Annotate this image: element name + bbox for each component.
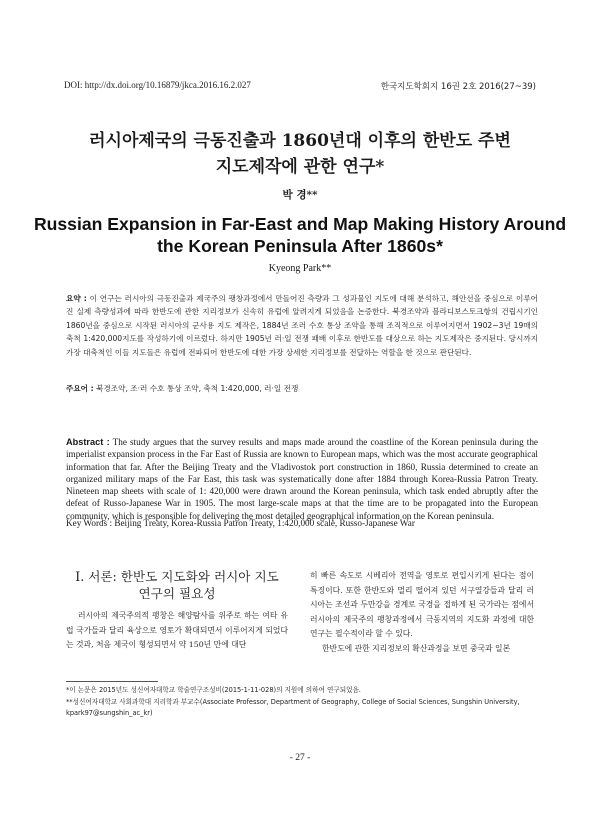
section-heading-line2: 연구의 필요성: [138, 586, 216, 601]
english-keywords: [66, 517, 538, 529]
section-heading: [66, 568, 288, 602]
page-header: [64, 80, 536, 94]
english-abstract-text: The study argues that the survey results and maps made around the coastline of the Korean peninsula during the imperialist expansion process in the Far East of Russia are known to European maps, which was the most accurate geographical information that far. After the Beijing Treaty and the Vladivostok port construction in 1860, Russia determined to create an organized military maps of the Far East, this task was systematically done after 1884 through Korea-Russia Patron Treaty. Nineteen map sheets with scale of 1: 420,000 were drawn around the Korean peninsula, which task ended abruptly after the defeat of Russo-Japanese War in 1905. The most large-scale maps at that the time are to be propagated into the European community, which is responsible for delivering the most detailed geographical information on the Korean peninsula.: [66, 437, 538, 521]
footnotes: [66, 685, 538, 720]
korean-title-line2: 지도제작에 관한 연구*: [215, 157, 385, 177]
korean-keywords-label: 주요어 :: [66, 384, 94, 393]
body-column-left: [66, 609, 288, 653]
english-title-line2: the Korean Peninsula After 1860s*: [157, 236, 443, 256]
footnote-2: **성신여자대학교 사회과학대 지리학과 부교수(Associate Professor, Department of Geography, College of Social Sciences, Sungshin University, kpark97@sungshin_ac_kr): [66, 697, 520, 718]
korean-keywords: [66, 382, 538, 395]
korean-abstract-label: 요약 :: [66, 294, 87, 303]
english-abstract-label: Abstract :: [66, 437, 110, 447]
korean-author: 박 경**: [282, 189, 318, 201]
korean-keywords-text: 북경조약, 조·러 수호 통상 조약, 축척 1:420,000, 러·일 전쟁: [93, 384, 299, 393]
body-column-right: [310, 569, 534, 657]
footnote-1: *이 논문은 2015년도 성신여자대학교 학술연구조성비(2015-1-11-028)의 지원에 의하여 연구되었음.: [66, 686, 361, 694]
footnote-divider: [66, 681, 158, 682]
english-title: [30, 213, 570, 257]
body-paragraph: 한반도에 관한 지리정보의 확산과정을 보면 중국과 일본: [322, 643, 511, 653]
section-heading-line1: I. 서론: 한반도 지도화와 러시아 지도: [75, 569, 279, 584]
english-keywords-text: Beijing Treaty, Korea-Russia Patron Treaty, 1:420,000 scale, Russo-Japanese War: [112, 518, 415, 528]
english-keywords-label: Key Words :: [66, 518, 113, 528]
english-author: Kyeong Park**: [268, 263, 332, 274]
english-title-line1: Russian Expansion in Far-East and Map Making History Around: [33, 214, 567, 234]
body-paragraph: 히 빠른 속도로 시베리아 전역을 영토로 편입시키게 된다는 점이 특징이다. 또한 한반도와 멀리 떨어져 있던 서구열강들과 달리 러시아는 조선과 두만강을 경계로 국경을 접하게 된 국가라는 점에서 러시아의 제국주의 팽창과정에서 극동지역의 지도화 과정에 대한 연구는 필수적이라 할 수 있다.: [310, 571, 534, 639]
doi-link[interactable]: DOI: http://dx.doi.org/10.16879/jkca.2016.16.2.027: [64, 80, 251, 90]
korean-title: [40, 128, 560, 180]
korean-abstract: [66, 292, 538, 359]
body-paragraph: 러시아의 제국주의적 팽창은 해양탐사를 위주로 하는 여타 유럽 국가들과 달리 육상으로 영토가 확대되면서 이루어지게 되었다는 것과, 처음 제국이 형성되면서 약 150년 만에 대단: [66, 611, 288, 650]
journal-citation: 한국지도학회지 16권 2호 2016(27~39): [380, 82, 536, 92]
korean-abstract-text: 이 연구는 러시아의 극동진출과 제국주의 팽창과정에서 만들어진 측량과 그 성과물인 지도에 대해 분석하고, 해안선을 중심으로 이루어진 실제 측량성과에 따라 한반도에 관한 지리정보가 신속히 유럽에 알려지게 되었음을 논증한다. 북경조약과 블라디보스토크항의 건립시기인 1860년을 중심으로 시작된 러시아의 군사용 지도 제작은, 1884년 조러 수호 통상 조약을 통해 조직적으로 이루어지면서 1902~3년 19매의 축척 1:420,000지도를 작성하기에 이르렀다. 하지만 1905년 러·일 전쟁 패배 이후로 한반도를 대상으로 하는 지도제작은 중지된다. 당시까지 가장 대축척인 이들 지도들은 유럽에 전파되어 한반도에 대한 가장 상세한 지리정보를 전달하는 역할을 한 것으로 판단된다.: [66, 294, 538, 357]
page-number: - 27 -: [289, 753, 311, 763]
korean-title-line1: 러시아제국의 극동진출과 1860년대 이후의 한반도 주변: [89, 131, 511, 151]
english-abstract: [66, 436, 538, 522]
